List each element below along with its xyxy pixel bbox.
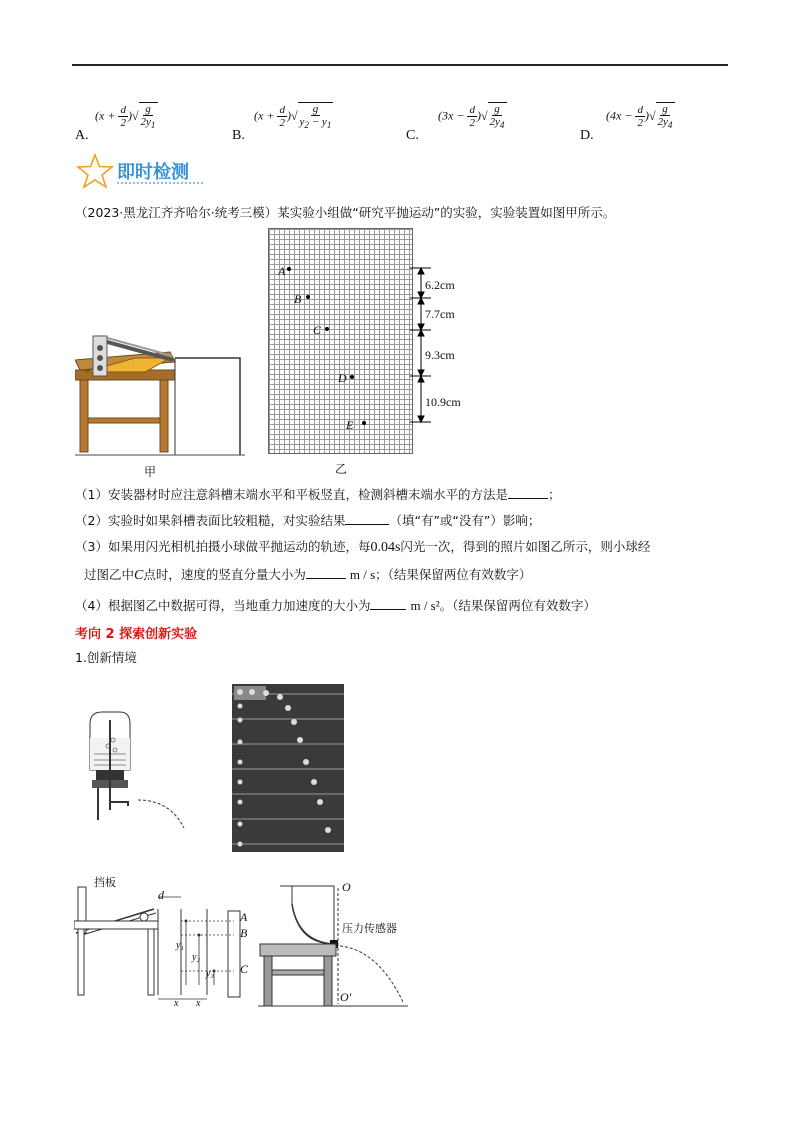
q1-text: （1）安装器材时应注意斜槽末端水平和平板竖直，检测斜槽末端水平的方法是 <box>75 487 508 502</box>
q1-blank[interactable] <box>508 486 548 499</box>
baffle-b-label: B <box>240 926 248 940</box>
y3-label: y₃ <box>206 968 214 979</box>
option-a-expr: (x + $\frac{d}{2}$ )√ $\frac{g}{2y_1}$ <box>95 103 156 131</box>
option-b-expr: (x + $\frac{d}{2}$ )√ $\frac{g}{y_2 - y_1}$ <box>254 103 332 131</box>
q3-text: （3）如果用闪光相机拍摄小球做平抛运动的轨迹，每 <box>75 539 371 554</box>
question-3-line2 <box>84 566 531 584</box>
q3-text-c: 过图乙中 <box>84 567 135 582</box>
q3-text-d: 点时，速度的竖直分量大小为 <box>143 567 306 582</box>
q4-text: （4）根据图乙中数据可得，当地重力加速度的大小为 <box>75 598 371 613</box>
figure-yi-grid <box>268 228 413 454</box>
point-b-dot <box>306 295 310 299</box>
figure-strobe-photo <box>232 684 344 852</box>
x2-label: x <box>196 998 201 1009</box>
banner-underline <box>117 182 203 184</box>
figure-baffle-experiment <box>74 875 254 1005</box>
measurement-cd: 9.3cm <box>425 348 455 362</box>
figure-yi-caption: 乙 <box>335 462 348 476</box>
question-4 <box>75 597 596 614</box>
quick-test-banner <box>75 152 205 192</box>
q4-text-end: 。（结果保留两位有效数字） <box>439 598 596 613</box>
point-d-label: D <box>338 371 347 385</box>
baffle-a-label: A <box>240 910 248 924</box>
point-a-dot <box>287 267 291 271</box>
q3-text-e: ；（结果保留两位有效数字） <box>375 567 532 582</box>
subsection-title: 1.创新情境 <box>75 650 137 665</box>
point-c-label: C <box>313 323 322 337</box>
point-c-dot <box>325 327 329 331</box>
o-prime-label: O′ <box>340 990 352 1004</box>
q4-unit: m / s² <box>410 598 440 613</box>
measurement-ab: 6.2cm <box>425 278 455 292</box>
section-2-title: 探索创新实验 <box>119 627 198 642</box>
x1-label: x <box>174 998 179 1009</box>
point-e-label: E <box>346 418 354 432</box>
figure-jia-caption: 甲 <box>144 465 157 479</box>
q3-point: C <box>134 568 144 583</box>
problem-intro: （2023·黑龙江齐齐哈尔·统考三模）某实验小组做“研究平抛运动”的实验，实验装置如图甲所示。 <box>75 205 616 220</box>
d-label: d <box>158 888 164 902</box>
option-c-expr: (3x − $\frac{d}{2}$ )√ $\frac{g}{2y_4}$ <box>438 103 505 131</box>
q3-interval: 0.04s <box>370 540 401 555</box>
y1-label: y₁ <box>176 940 184 951</box>
q2-text-end: （填“有”或“没有”）影响； <box>389 513 541 528</box>
option-c-label: C. <box>406 128 419 143</box>
figure-bottle <box>80 710 200 840</box>
question-2 <box>75 512 540 529</box>
figure-jia-apparatus <box>75 330 245 460</box>
q4-blank[interactable] <box>370 597 406 610</box>
option-d-expr: (4x − $\frac{d}{2}$ )√ $\frac{g}{2y_4}$ <box>606 103 673 131</box>
option-a-label: A. <box>75 128 89 143</box>
q3-unit: m / s <box>349 567 376 582</box>
star-icon <box>75 152 115 190</box>
q2-blank[interactable] <box>345 512 389 525</box>
question-3-line1 <box>75 539 650 556</box>
point-d-dot <box>350 375 354 379</box>
q3-text-b: 闪光一次，得到的照片如图乙所示，则小球经 <box>400 539 651 554</box>
figure-pressure-sensor <box>258 884 408 1009</box>
baffle-label: 挡板 <box>94 876 116 889</box>
point-a-label: A <box>278 264 286 278</box>
section-2-tag: 考向 2 <box>75 627 115 642</box>
q2-text: （2）实验时如果斜槽表面比较粗糙，对实验结果 <box>75 513 346 528</box>
section-2-heading <box>75 623 197 642</box>
option-d-label: D. <box>580 128 594 143</box>
banner-title: 即时检测 <box>117 162 189 183</box>
question-1 <box>75 486 560 503</box>
pressure-sensor-label: 压力传感器 <box>342 922 397 935</box>
baffle-c-label: C <box>240 962 249 976</box>
point-e-dot <box>362 421 366 425</box>
option-b-label: B. <box>232 128 245 143</box>
o-label: O <box>342 880 351 894</box>
strobe-dots <box>232 684 344 852</box>
measurement-de: 10.9cm <box>425 395 461 409</box>
y2-label: y₂ <box>192 952 200 963</box>
header-rule <box>72 64 728 66</box>
measurement-bc: 7.7cm <box>425 307 455 321</box>
point-b-label: B <box>294 292 302 306</box>
q3-blank[interactable] <box>306 566 346 579</box>
q1-end: ； <box>547 487 561 502</box>
